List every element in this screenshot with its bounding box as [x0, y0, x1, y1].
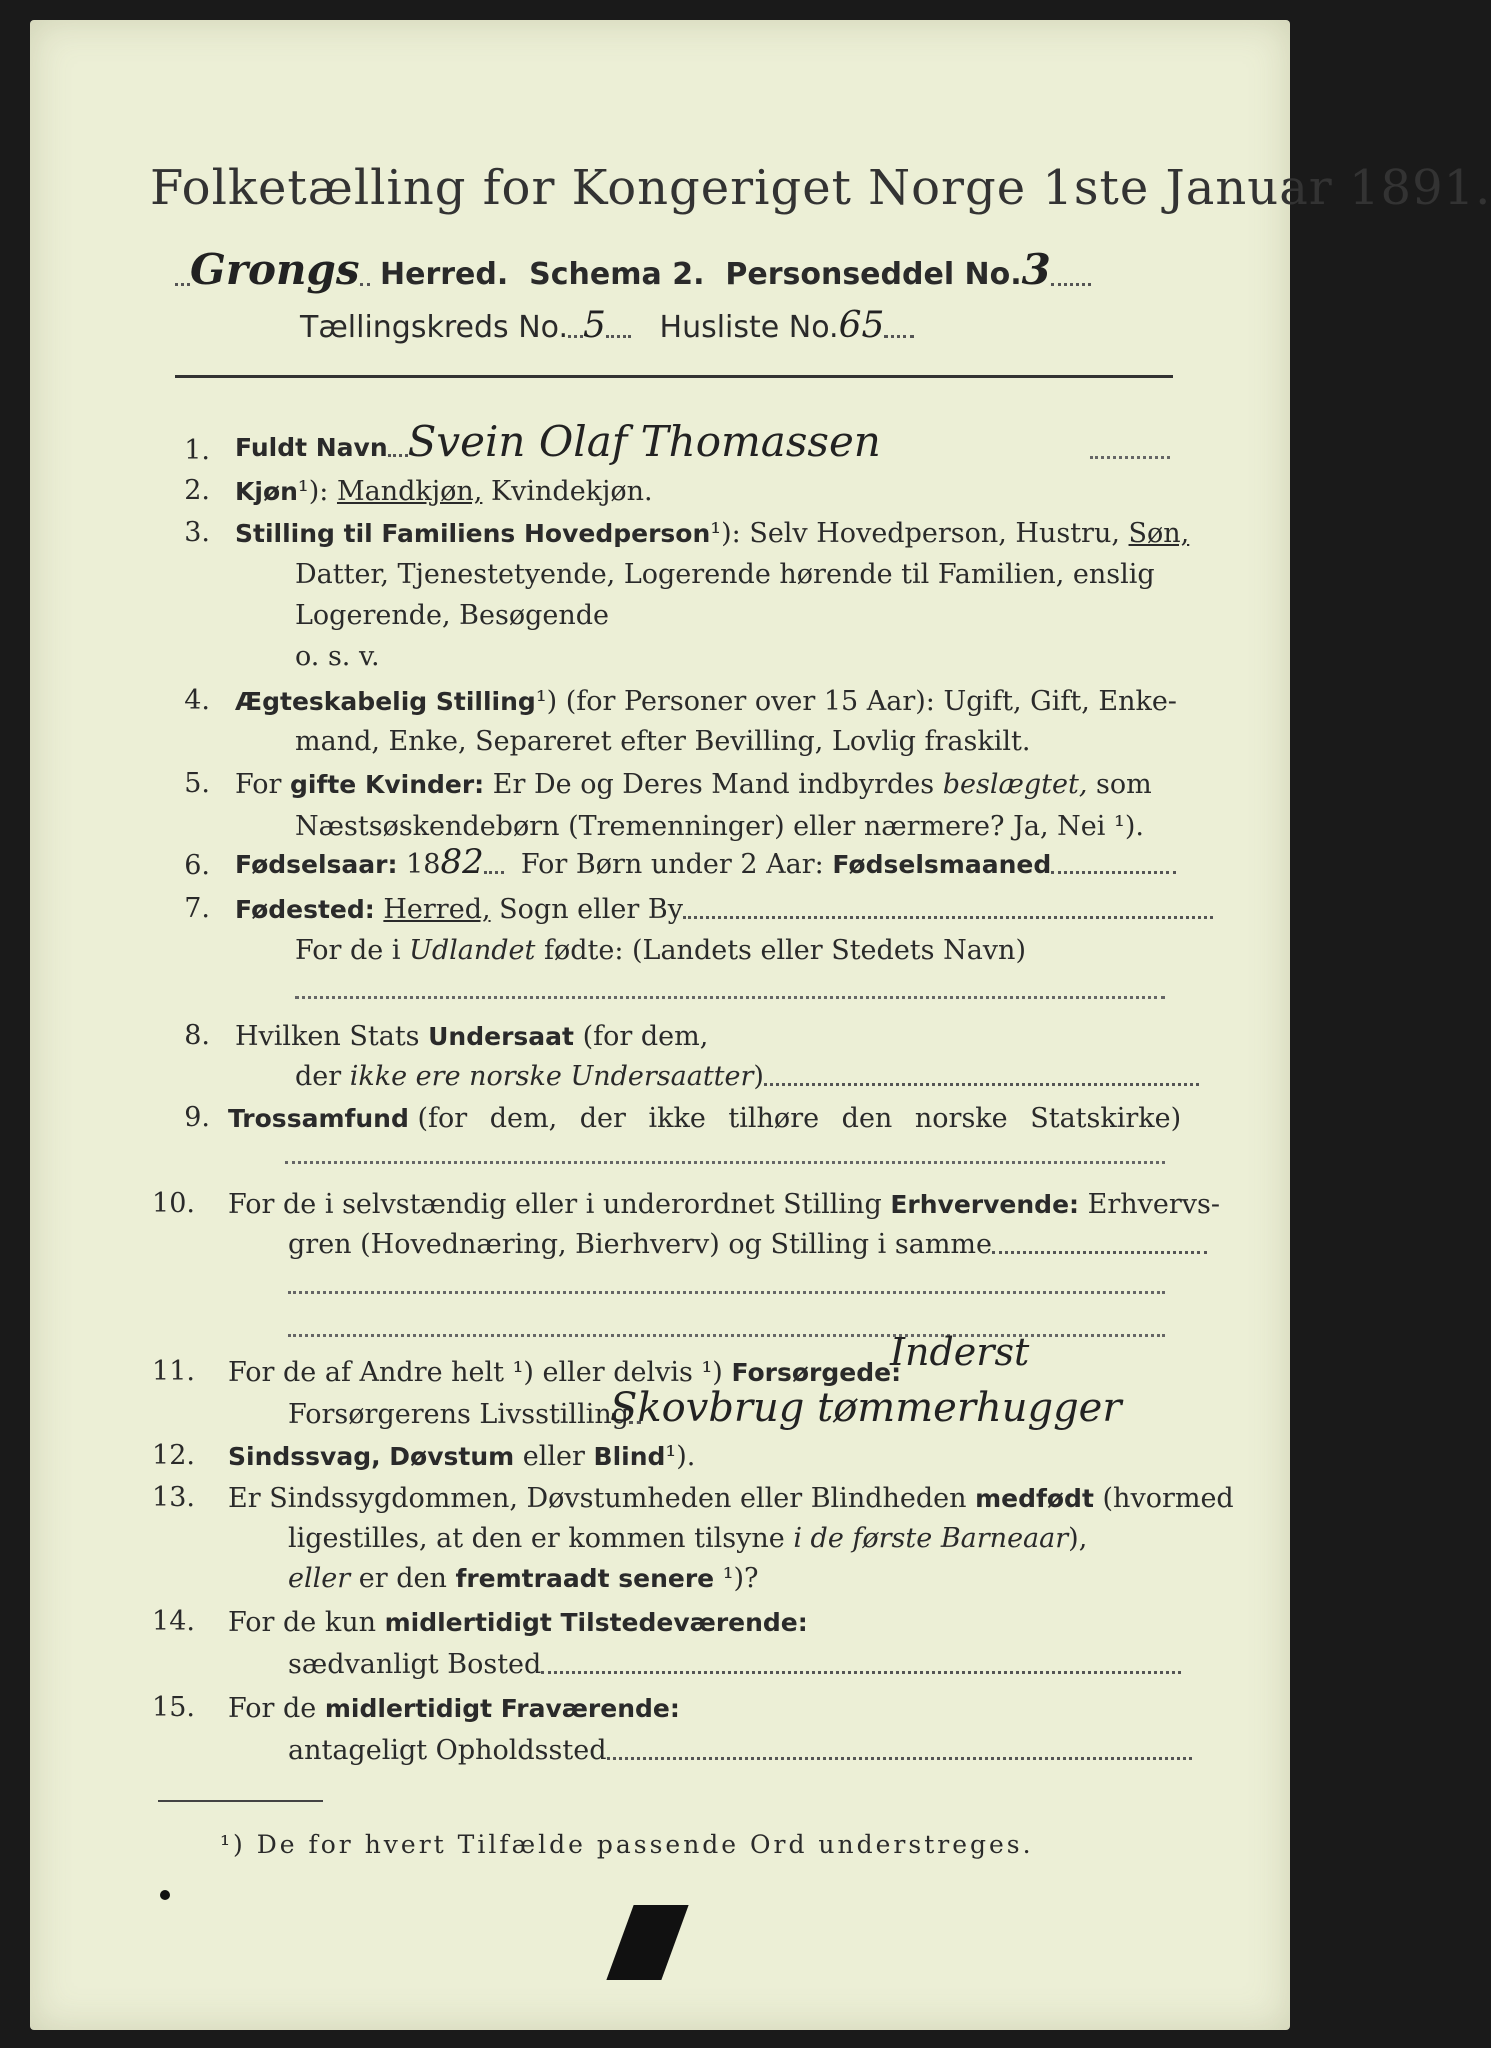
sex-label: Kjøn	[235, 477, 298, 506]
family-position-options-3: Logerende, Besøgende	[295, 600, 609, 631]
birthplace-herred: Herred,	[383, 894, 491, 925]
text: i de første Barneaar	[793, 1523, 1069, 1554]
item-10-line-2	[288, 1228, 1207, 1262]
family-position-son: Søn,	[1128, 518, 1190, 549]
kreds-value: 5	[583, 305, 606, 346]
item-9	[228, 1102, 1181, 1136]
text: er den	[358, 1563, 447, 1594]
item-number: 9.	[184, 1102, 210, 1133]
full-name-label: Fuldt Navn	[235, 433, 388, 462]
religion-label: Trossamfund	[228, 1104, 409, 1133]
sex-option-male: Mandkjøn,	[336, 476, 483, 507]
text: Er Sindssygdommen, Døvstumheden eller Blindheden	[228, 1483, 967, 1514]
item-13	[228, 1482, 1234, 1516]
item-8-line-2	[295, 1060, 1199, 1094]
item-14-line-2	[288, 1648, 1181, 1682]
text: For de i selvstændig eller i underordnet Stilling	[228, 1189, 882, 1220]
later-onset-label: fremtraadt senere	[455, 1564, 715, 1593]
marital-status-options-2: mand, Enke, Separeret efter Bevilling, Lovlig fraskilt.	[295, 726, 1031, 757]
text: )	[753, 1061, 764, 1092]
text: eller	[288, 1563, 351, 1594]
dotted-fill	[285, 1160, 1165, 1164]
item-number: 12.	[152, 1440, 195, 1471]
birth-year-value: 82	[440, 842, 484, 882]
item-15	[228, 1692, 680, 1726]
item-number: 2.	[184, 475, 210, 506]
temporary-absent-label: midlertidigt Fraværende:	[324, 1694, 680, 1723]
item-4	[235, 685, 1177, 719]
item-3	[235, 517, 1189, 551]
item-1	[235, 417, 881, 466]
supporter-occupation-value: Skovbrug tømmerhugger	[610, 1385, 1122, 1431]
schema-label: Schema 2.	[529, 257, 705, 292]
birthplace-label: Fødested:	[235, 895, 375, 924]
text: fødte: (Landets eller Stedets Navn)	[543, 935, 1026, 966]
personseddel-value: 3	[1021, 245, 1051, 294]
text: ¹).	[665, 1441, 696, 1472]
family-position-options-4: o. s. v.	[295, 641, 380, 672]
dotted-fill	[288, 1290, 1165, 1294]
text: sædvanligt Bosted	[288, 1649, 542, 1680]
herred-value: Grongs	[190, 245, 360, 294]
text: eller	[522, 1441, 585, 1472]
text: antageligt Opholdssted	[288, 1735, 607, 1766]
text: For de af Andre helt ¹) eller delvis ¹)	[228, 1357, 723, 1388]
kreds-label: Tællingskreds No.	[300, 310, 568, 345]
item-8	[235, 1020, 708, 1054]
item-number: 11.	[152, 1356, 195, 1387]
text: For de kun	[228, 1607, 376, 1638]
marital-status-options: ¹) (for Personer over 15 Aar): Ugift, Gift, Enke-	[535, 686, 1177, 717]
item-number: 3.	[184, 517, 210, 548]
disability-label: Sindssvag, Døvstum	[228, 1442, 515, 1471]
text: For de	[228, 1693, 317, 1724]
text: Udlandet	[409, 935, 536, 966]
item-13-line-2	[288, 1522, 1087, 1556]
text: For	[235, 769, 282, 800]
footnote-rule	[158, 1800, 323, 1802]
dotted-fill	[288, 1333, 1165, 1337]
text: For Børn under 2 Aar:	[520, 849, 824, 880]
blind-label: Blind	[593, 1442, 666, 1471]
item-5	[235, 768, 1152, 802]
text: ikke ere norske Undersaatter	[349, 1061, 754, 1092]
text: Er De og Deres Mand indbyrdes	[492, 769, 935, 800]
husliste-label: Husliste No.	[659, 310, 839, 345]
family-position-options-2: Datter, Tjenestetyende, Logerende hørende til Familien, enslig	[295, 559, 1155, 590]
item-number: 15.	[152, 1692, 195, 1723]
dotted-fill	[1090, 455, 1170, 459]
text: som	[1096, 769, 1152, 800]
item-13-line-3	[288, 1562, 759, 1596]
footnote: ¹) De for hvert Tilfælde passende Ord understreges.	[220, 1830, 1034, 1859]
item-number: 8.	[184, 1020, 210, 1051]
husliste-value: 65	[838, 305, 885, 346]
footnote-ref: ¹):	[297, 476, 329, 507]
citizenship-label: Undersaat	[428, 1022, 574, 1051]
text: der	[295, 1061, 342, 1092]
item-number: 13.	[152, 1482, 195, 1513]
text: (for dem,	[582, 1021, 709, 1052]
married-women-label: gifte Kvinder:	[290, 770, 485, 799]
birth-month-label: Fødselsmaaned	[832, 850, 1052, 879]
supported-value: Inderst	[890, 1330, 1030, 1374]
sex-option-female: Kvindekjøn.	[490, 476, 653, 507]
item-14	[228, 1606, 808, 1640]
header-line-2	[300, 305, 914, 346]
text: ligestilles, at den er kommen tilsyne	[288, 1523, 785, 1554]
text: gren (Hovednæring, Bierhverv) og Stilling i samme	[288, 1229, 993, 1260]
occupation-label: Erhvervende:	[890, 1190, 1080, 1219]
item-number: 6.	[184, 850, 210, 881]
item-7	[235, 893, 1213, 927]
temporary-present-label: midlertidigt Tilstedeværende:	[384, 1608, 808, 1637]
item-12	[228, 1440, 695, 1474]
header-line-1	[175, 245, 1091, 294]
congenital-label: medfødt	[975, 1484, 1094, 1513]
item-number: 14.	[152, 1606, 195, 1637]
item-6	[235, 842, 1176, 882]
item-15-line-2	[288, 1734, 1192, 1768]
text: (for dem, der ikke tilhøre den norske Statskirke)	[417, 1103, 1182, 1134]
text: (hvormed	[1102, 1483, 1234, 1514]
item-11-line-2	[288, 1398, 641, 1432]
item-10	[228, 1188, 1220, 1222]
form-title: Folketælling for Kongeriget Norge 1ste Januar 1891.	[150, 160, 1491, 216]
text: Hvilken Stats	[235, 1021, 420, 1052]
text: Sogn eller By	[499, 894, 683, 925]
item-number: 4.	[184, 685, 210, 716]
item-number: 10.	[152, 1188, 195, 1219]
ink-spot	[160, 1890, 170, 1900]
text: beslægtet,	[942, 769, 1088, 800]
item-number: 7.	[184, 893, 210, 924]
herred-label: Herred.	[380, 257, 509, 292]
supported-label: Forsørgede:	[731, 1358, 902, 1387]
text: For de i	[295, 935, 401, 966]
item-number: 1.	[184, 435, 210, 466]
text: Forsørgerens Livsstilling	[288, 1399, 630, 1430]
dotted-fill	[295, 995, 1165, 999]
text: Erhvervs-	[1087, 1189, 1221, 1220]
text: ¹)?	[722, 1563, 759, 1594]
text: 18	[406, 849, 441, 880]
text: ),	[1068, 1523, 1088, 1554]
item-number: 5.	[184, 768, 210, 799]
birth-year-label: Fødselsaar:	[235, 850, 398, 879]
family-position-options: ¹): Selv Hovedperson, Hustru,	[710, 518, 1120, 549]
marital-status-label: Ægteskabelig Stilling	[235, 687, 536, 716]
personseddel-label: Personseddel No.	[725, 257, 1022, 292]
header-rule	[175, 375, 1173, 378]
married-women-question: Næstsøskendebørn (Tremenninger) eller nærmere? Ja, Nei ¹).	[295, 811, 1144, 842]
item-2	[235, 475, 653, 509]
family-position-label: Stilling til Familiens Hovedperson	[235, 519, 711, 548]
item-7-line-2	[295, 934, 1026, 968]
full-name-value: Svein Olaf Thomassen	[407, 417, 881, 466]
